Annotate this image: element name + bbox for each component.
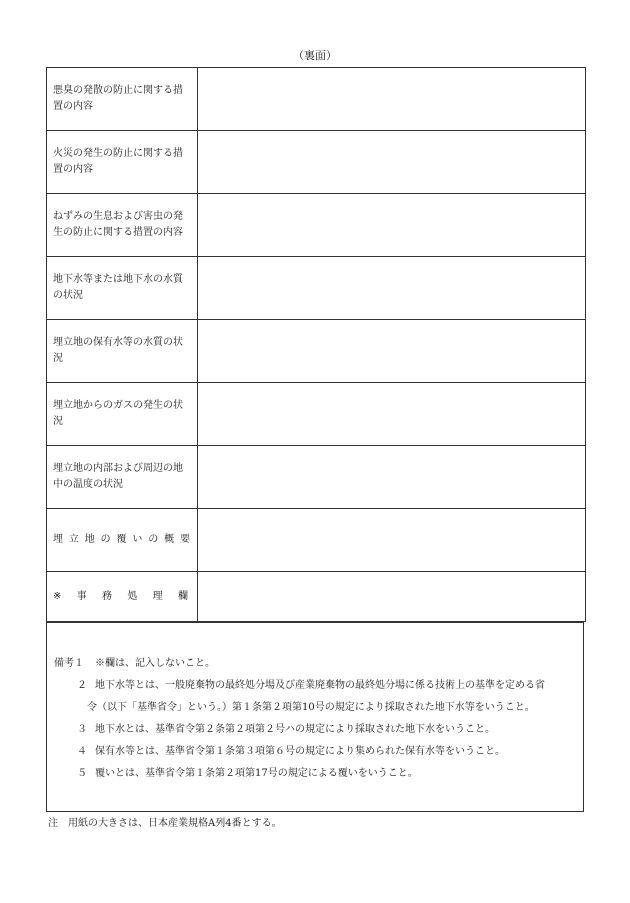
field-value-retained-water-quality[interactable]: [198, 320, 586, 383]
landfill-cover-spaced-text: [53, 532, 192, 548]
form-row-office-use: [47, 572, 586, 622]
field-label-landfill-cover: [47, 509, 198, 572]
field-label-fire-prevention: 火災の発生の防止に関する措置の内容: [47, 131, 198, 194]
field-value-gas-generation[interactable]: [198, 383, 586, 446]
spaced-char: 概: [164, 534, 175, 545]
office-use-spaced-text: [53, 589, 192, 605]
note-text-1: ※欄は、記入しないこと。: [95, 658, 215, 669]
note-text-3: 地下水とは、基準省令第２条第２項第２号ハの規定により採取された地下水をいうこと。: [95, 724, 495, 735]
field-value-groundwater-quality[interactable]: [198, 257, 586, 320]
field-label-office-use: [47, 572, 198, 622]
form-row-pests: [47, 194, 586, 257]
note-number-5: ５: [77, 768, 87, 779]
note-text-4: 保有水等とは、基準省令第１条第３項第６号の規定により集められた保有水等をいうこと。: [95, 746, 505, 757]
spaced-char: 要: [180, 534, 190, 545]
note-text-5: 覆いとは、基準省令第１条第２項第17号の規定による覆いをいうこと。: [95, 768, 418, 779]
spaced-char: 処: [127, 590, 138, 602]
field-value-ground-temperature[interactable]: [198, 446, 586, 509]
form-row-fire: [47, 131, 586, 194]
field-label-odor-prevention: 悪臭の発散の防止に関する措置の内容: [47, 68, 198, 131]
note-number-4: ４: [77, 746, 87, 757]
page-title: （裏面）: [293, 49, 337, 62]
spaced-char: 務: [102, 590, 113, 602]
form-row-retained-water: [47, 320, 586, 383]
form-row-temperature: [47, 446, 586, 509]
spaced-char: 覆: [116, 534, 127, 545]
spaced-char: 立: [68, 534, 79, 545]
field-value-odor-prevention[interactable]: [198, 68, 586, 131]
field-value-office-use: [198, 572, 586, 622]
spaced-char: 理: [152, 590, 163, 602]
form-row-gas: [47, 383, 586, 446]
field-value-landfill-cover[interactable]: [198, 509, 586, 572]
spaced-char: 埋: [53, 534, 63, 545]
note-number-3: ３: [77, 724, 87, 735]
spaced-char: い: [132, 534, 143, 545]
note-number-2: ２: [77, 680, 87, 691]
field-label-groundwater-quality: 地下水等または地下水の水質の状況: [47, 257, 198, 320]
spaced-char: 地: [84, 534, 95, 545]
form-row-odor: [47, 68, 586, 131]
field-label-retained-water-quality: 埋立地の保有水等の水質の状況: [47, 320, 198, 383]
notes-heading: 備考１: [54, 658, 84, 669]
form-row-groundwater: [47, 257, 586, 320]
spaced-char: の: [100, 534, 111, 545]
field-label-pest-prevention: ねずみの生息および害虫の発生の防止に関する措置の内容: [47, 194, 198, 257]
footer-note: 注 用紙の大きさは、日本産業規格A列4番とする。: [48, 818, 282, 829]
note-text-2: 地下水等とは、一般廃棄物の最終処分場及び産業廃棄物の最終処分場に係る技術上の基準を定める省: [95, 680, 545, 691]
field-value-fire-prevention[interactable]: [198, 131, 586, 194]
form-row-cover: [47, 509, 586, 572]
note-text-2-continued: 令（以下「基準省令」という。）第１条第２項第10号の規定により採取された地下水等をいうこと。: [87, 702, 535, 713]
spaced-char: の: [148, 534, 159, 545]
notes-box: [46, 622, 584, 812]
field-label-gas-generation: 埋立地からのガスの発生の状況: [47, 383, 198, 446]
field-label-ground-temperature: 埋立地の内部および周辺の地中の温度の状況: [47, 446, 198, 509]
spaced-char: 欄: [177, 590, 188, 602]
report-form-table: [46, 67, 586, 622]
field-value-pest-prevention[interactable]: [198, 194, 586, 257]
spaced-char: 事: [76, 590, 87, 602]
spaced-char: ※: [53, 590, 62, 602]
